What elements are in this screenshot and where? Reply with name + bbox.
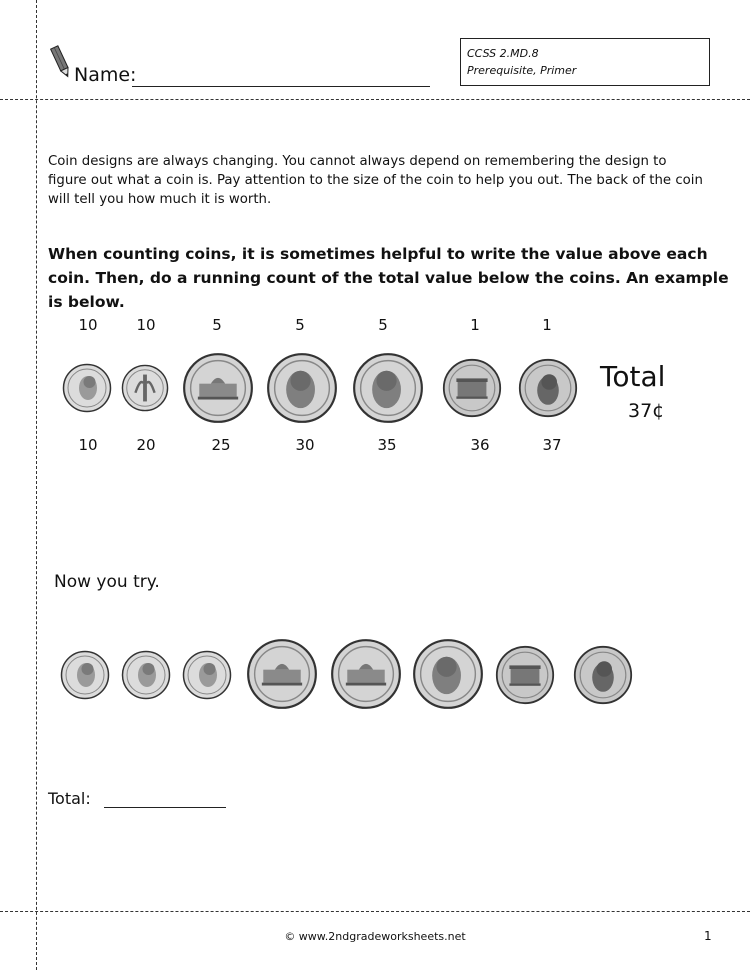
name-label: Name: (74, 64, 137, 86)
example-value-4: 5 (295, 316, 305, 334)
pencil-icon (50, 44, 72, 80)
practice-dime-icon-1 (60, 650, 110, 700)
footer-copyright: © www.2ndgradeworksheets.net (284, 930, 466, 943)
standard-box (460, 38, 710, 86)
penny-back-icon (442, 358, 502, 418)
top-dashed-divider (0, 99, 750, 100)
practice-dime-icon-3 (182, 650, 232, 700)
page-number: 1 (704, 929, 712, 943)
running-count-3: 25 (211, 436, 231, 454)
example-value-7: 1 (542, 316, 552, 334)
running-count-5: 35 (377, 436, 397, 454)
nickel-back-icon (182, 352, 254, 424)
name-input-line[interactable] (132, 86, 430, 87)
practice-nickel-front-icon (412, 638, 484, 710)
example-value-6: 1 (470, 316, 480, 334)
intro-paragraph: Coin designs are always changing. You cannot always depend on remembering the design to figure out what a coin is. Pay attention to the size of the coin to help you out. The back of the coin will tell you how much it is worth. (48, 154, 703, 207)
practice-total-label: Total: (48, 789, 91, 808)
example-value-2: 10 (136, 316, 156, 334)
nickel-front-icon-2 (352, 352, 424, 424)
dime-front-icon (62, 363, 112, 413)
running-count-1: 10 (78, 436, 98, 454)
standard-code: CCSS 2.MD.8 (467, 47, 539, 60)
bottom-dashed-divider (0, 911, 750, 912)
running-count-2: 20 (136, 436, 156, 454)
standard-level: Prerequisite, Primer (467, 64, 577, 77)
running-count-6: 36 (470, 436, 490, 454)
practice-penny-front-icon (573, 645, 633, 705)
example-total-label: Total (600, 360, 666, 393)
example-value-1: 10 (78, 316, 98, 334)
dime-back-icon (121, 364, 169, 412)
penny-front-icon (518, 358, 578, 418)
practice-nickel-back-icon-2 (330, 638, 402, 710)
instructions-paragraph: When counting coins, it is sometimes helpful to write the value above each coin. Then, do a running count of the total value below the coins. An example is below. (48, 245, 729, 311)
example-value-5: 5 (378, 316, 388, 334)
practice-dime-icon-2 (121, 650, 171, 700)
practice-penny-back-icon (495, 645, 555, 705)
example-value-3: 5 (212, 316, 222, 334)
left-margin-dashed-line (36, 0, 37, 970)
running-count-7: 37 (542, 436, 562, 454)
practice-nickel-back-icon-1 (246, 638, 318, 710)
running-count-4: 30 (295, 436, 315, 454)
example-total-amount: 37¢ (628, 400, 665, 422)
practice-prompt: Now you try. (54, 572, 160, 592)
practice-total-input-line[interactable] (104, 807, 226, 808)
nickel-front-icon (266, 352, 338, 424)
